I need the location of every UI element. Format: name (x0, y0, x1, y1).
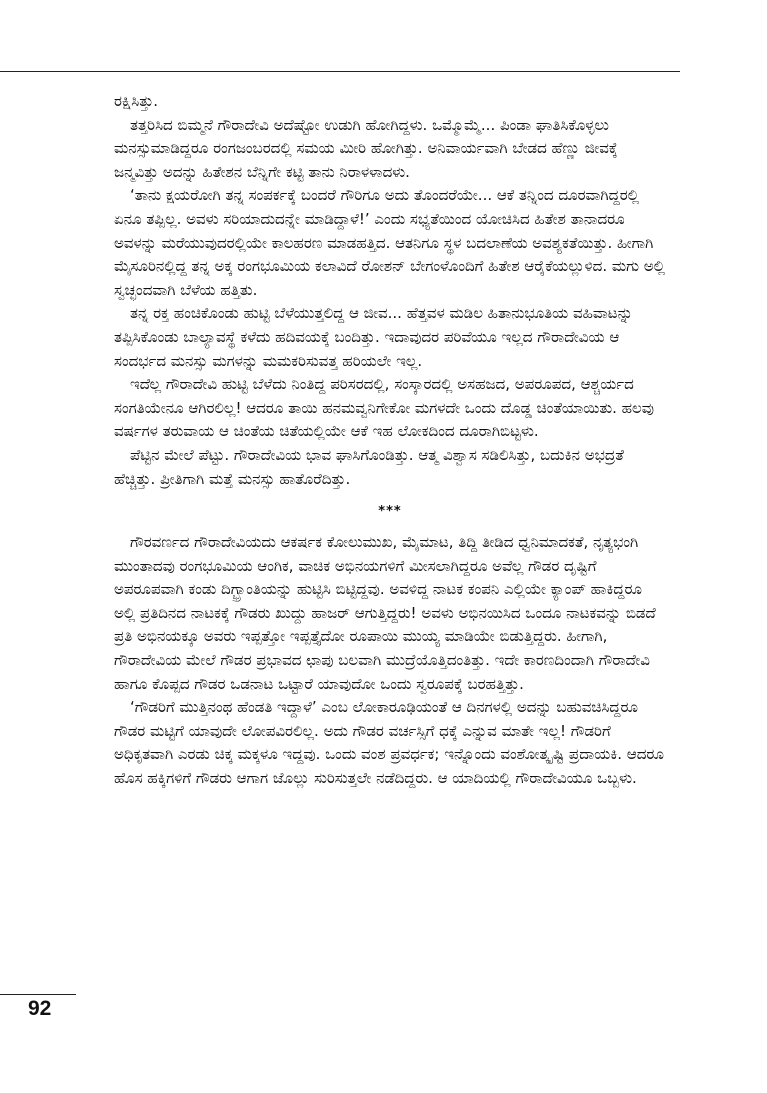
paragraph: ಗೌರವರ್ಣದ ಗೌರಾದೇವಿಯದು ಆಕರ್ಷಕ ಕೋಲುಮುಖ, ಮೈಮಾಟ, ತಿದ್ದಿ ತೀಡಿದ ಧ್ವನಿಮಾದಕತೆ, ನೃತ್ಯಭಂಗಿ ಮುಂತಾದವು ರಂಗಭೂಮಿಯ ಆಂಗಿಕ, ವಾಚಿಕ ಅಭಿನಯಗಳಿಗೆ ಮೀಸಲಾಗಿದ್ದರೂ ಅವೆಲ್ಲ ಗೌಡರ ದೃಷ್ಟಿಗೆ ಅಪರೂಪವಾಗಿ ಕಂಡು ದಿಗ್ಭ್ರಾಂತಿಯನ್ನು ಹುಟ್ಟಿಸಿ ಬಿಟ್ಟಿದ್ದವು. ಅವಳಿದ್ದ ನಾಟಕ ಕಂಪನಿ ಎಲ್ಲಿಯೇ ಕ್ಯಾಂಪ್ ಹಾಕಿದ್ದರೂ ಅಲ್ಲಿ ಪ್ರತಿದಿನದ ನಾಟಕಕ್ಕೆ ಗೌಡರು ಖುದ್ದು ಹಾಜರ್ ಆಗುತ್ತಿದ್ದರು! ಅವಳು ಅಭಿನಯಿಸಿದ ಒಂದೂ ನಾಟಕವನ್ನು ಬಿಡದೆ ಪ್ರತಿ ಅಭಿನಯಕ್ಕೂ ಅವರು ಇಪ್ಪತ್ತೋ ಇಪ್ಪತ್ತೈದೋ ರೂಪಾಯಿ ಮುಯ್ಯ ಮಾಡಿಯೇ ಬಿಡುತ್ತಿದ್ದರು. ಹೀಗಾಗಿ, ಗೌರಾದೇವಿಯ ಮೇಲೆ ಗೌಡರ ಪ್ರಭಾವದ ಛಾಪು ಬಲವಾಗಿ ಮುದ್ರೆಯೊತ್ತಿದಂತಿತ್ತು. ಇದೇ ಕಾರಣದಿಂದಾಗಿ ಗೌರಾದೇವಿ ಹಾಗೂ ಕೊಪ್ಪದ ಗೌಡರ ಒಡನಾಟ ಒಟ್ಟಾರೆ ಯಾವುದೋ ಒಂದು ಸ್ವರೂಪಕ್ಕೆ ಬರಹತ್ತಿತ್ತು. (114, 533, 656, 693)
paragraph: ಇದೆಲ್ಲ ಗೌರಾದೇವಿ ಹುಟ್ಟಿ ಬೆಳೆದು ನಿಂತಿದ್ದ ಪರಿಸರದಲ್ಲಿ, ಸಂಸ್ಕಾರದಲ್ಲಿ ಅಸಹಜದ, ಅಪರೂಪದ, ಆಶ್ಚರ್ಯದ ಸಂಗತಿಯೇನೂ ಆಗಿರಲಿಲ್ಲ! ಆದರೂ ತಾಯಿ ಹನಮವ್ವನಿಗೇಕೋ ಮಗಳದೇ ಒಂದು ದೊಡ್ಡ ಚಿಂತೆಯಾಯಿತು. ಹಲವು ವರ್ಷಗಳ ತರುವಾಯ ಆ ಚಿಂತೆಯ ಚಿತೆಯಲ್ಲಿಯೇ ಆಕೆ ಇಹ ಲೋಕದಿಂದ ದೂರಾಗಿಬಿಟ್ಟಳು. (114, 375, 654, 441)
footer-rule (0, 994, 76, 995)
paragraph: ತತ್ತರಿಸಿದ ಬಿಮ್ಮನೆ ಗೌರಾದೇವಿ ಅದೆಷ್ಟೋ ಉಡುಗಿ ಹೋಗಿದ್ದಳು. ಒಮ್ಮೊಮ್ಮೆ... ಪಿಂಡಾ ಘಾತಿಸಿಕೊಳ್ಳಲು ಮನಸ್ಸುಮಾಡಿದ್ದರೂ ರಂಗಜಂಬರದಲ್ಲಿ ಸಮಯ ಮೀರಿ ಹೋಗಿತ್ತು. ಅನಿವಾರ್ಯವಾಗಿ ಬೇಡದ ಹೆಣ್ಣು ಜೀವಕ್ಕೆ ಜನ್ಮವಿತ್ತು ಅದನ್ನು ಹಿತೇಶನ ಬೆನ್ನಿಗೇ ಕಟ್ಟಿ ತಾನು ನಿರಾಳಳಾದಳು. (114, 115, 618, 181)
paragraph: ಪೆಟ್ಟಿನ ಮೇಲೆ ಪೆಟ್ಟು. ಗೌರಾದೇವಿಯ ಭಾವ ಘಾಸಿಗೊಂಡಿತ್ತು. ಆತ್ಮ ವಿಶ್ವಾಸ ಸಡಿಲಿಸಿತ್ತು, ಬದುಕಿನ ಅಭದ್ರತೆ ಹೆಚ್ಚಿತ್ತು. ಪ್ರೀತಿಗಾಗಿ ಮತ್ತೆ ಮನಸ್ಸು ಹಾತೊರೆದಿತ್ತು. (114, 445, 624, 488)
page-number: 92 (28, 997, 52, 1020)
paragraph: ‘ಗೌಡರಿಗೆ ಮುತ್ತಿನಂಥ ಹೆಂಡತಿ ಇದ್ದಾಳೆ’ ಎಂಬ ಲೋಕಾರೂಢಿಯಂತೆ ಆ ದಿನಗಳಲ್ಲಿ ಅದನ್ನು ಬಹುವಚಿಸಿದ್ದರೂ ಗೌಡರ ಮಟ್ಟಿಗೆ ಯಾವುದೇ ಲೋಪವಿರಲಿಲ್ಲ. ಅದು ಗೌಡರ ವರ್ಚಸ್ಸಿಗೆ ಧಕ್ಕೆ ಎನ್ನುವ ಮಾತೇ ಇಲ್ಲ! ಗೌಡರಿಗೆ ಅಧಿಕೃತವಾಗಿ ಎರಡು ಚಿಕ್ಕ ಮಕ್ಕಳೂ ಇದ್ದವು. ಒಂದು ವಂಶ ಪ್ರವರ್ಧಕ; ಇನ್ನೊಂದು ವಂಶೋತ್ಕೃಷ್ಟಿ ಪ್ರದಾಯಕಿ. ಆದರೂ ಹೊಸ ಹಕ್ಕಿಗಳಿಗೆ ಗೌಡರು ಆಗಾಗ ಜೊಲ್ಲು ಸುರಿಸುತ್ತಲೇ ನಡೆದಿದ್ದರು. ಆ ಯಾದಿಯಲ್ಲಿ ಗೌರಾದೇವಿಯೂ ಒಬ್ಬಳು. (114, 698, 664, 788)
header-rule (0, 71, 680, 72)
section-separator: *** (378, 504, 402, 520)
body-text (114, 90, 666, 791)
paragraph: ತನ್ನ ರಕ್ತ ಹಂಚಿಕೊಂಡು ಹುಟ್ಟಿ ಬೆಳೆಯುತ್ತಲಿದ್ದ ಆ ಜೀವ... ಹೆತ್ತವಳ ಮಡಿಲ ಹಿತಾನುಭೂತಿಯ ವಹಿವಾಟನ್ನು ತಪ್ಪಿಸಿಕೊಂಡು ಬಾಲ್ಯಾವಸ್ಥೆ ಕಳೆದು ಹದಿವಯಕ್ಕೆ ಬಂದಿತ್ತು. ಇದಾವುದರ ಪರಿವೆಯೂ ಇಲ್ಲದ ಗೌರಾದೇವಿಯ ಆ ಸಂದರ್ಭದ ಮನಸ್ಸು ಮಗಳನ್ನು ಮಮಕರಿಸುವತ್ತ ಹರಿಯಲೇ ಇಲ್ಲ. (114, 304, 633, 370)
paragraph: ‘ತಾನು ಕ್ಷಯರೋಗಿ ತನ್ನ ಸಂಪರ್ಕಕ್ಕೆ ಬಂದರೆ ಗೌರಿಗೂ ಅದು ತೊಂದರೆಯೇ... ಆಕೆ ತನ್ನಿಂದ ದೂರವಾಗಿದ್ದರಲ್ಲಿ ಏನೂ ತಪ್ಪಿಲ್ಲ. ಅವಳು ಸರಿಯಾದುದನ್ನೇ ಮಾಡಿದ್ದಾಳೆ!’ ಎಂದು ಸಭ್ಯತೆಯಿಂದ ಯೋಚಿಸಿದ ಹಿತೇಶ ತಾನಾದರೂ ಅವಳನ್ನು ಮರೆಯುವುದರಲ್ಲಿಯೇ ಕಾಲಹರಣ ಮಾಡಹತ್ತಿದ. ಆತನಿಗೂ ಸ್ಥಳ ಬದಲಾಣೆಯ ಅವಶ್ಯಕತೆಯಿತ್ತು. ಹೀಗಾಗಿ ಮೈಸೂರಿನಲ್ಲಿದ್ದ ತನ್ನ ಅಕ್ಕ ರಂಗಭೂಮಿಯ ಕಲಾವಿದೆ ರೋಶನ್ ಬೇಗಂಳೊಂದಿಗೆ ಹಿತೇಶ ಆರೈಕೆಯಲ್ಲುಳಿದ. ಮಗು ಅಲ್ಲಿ ಸ್ವಚ್ಛಂದವಾಗಿ ಬೆಳೆಯ ಹತ್ತಿತು. (114, 186, 666, 299)
paragraph: ರಕ್ಷಿಸಿತ್ತು. (114, 92, 159, 110)
